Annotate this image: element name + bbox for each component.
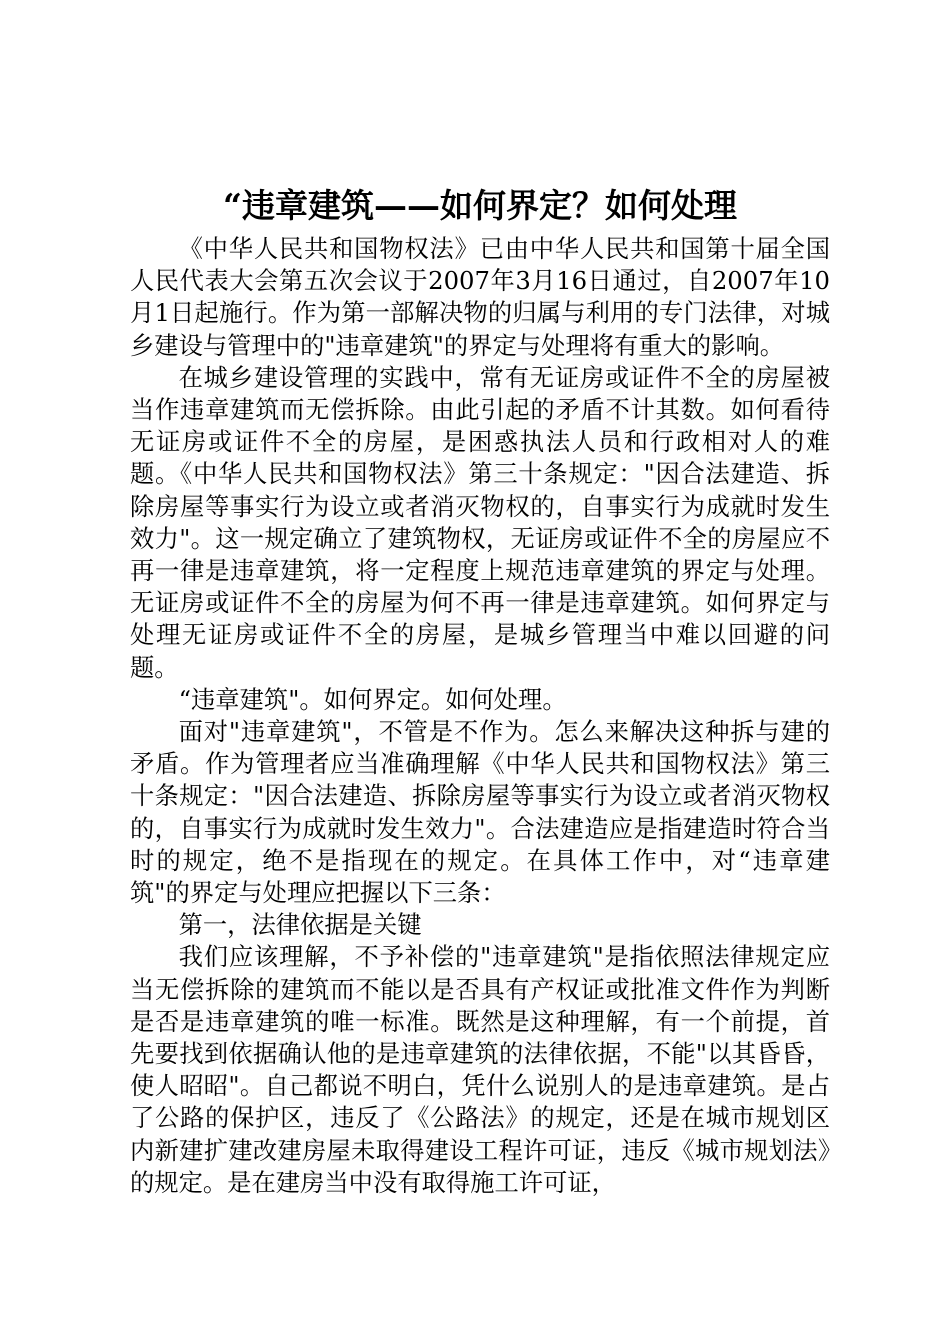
paragraph-intro: 《中华人民共和国物权法》已由中华人民共和国第十届全国人民代表大会第五次会议于2007年3月16日通过，自2007年10月1日起施行。作为第一部解决物的归属与利用的专门法律，对城乡建设与管理中的"违章建筑"的界定与处理将有重大的影响。 (130, 234, 830, 360)
document-body (130, 233, 830, 1199)
paragraph-response: 面对"违章建筑"，不管是不作为。怎么来解决这种拆与建的矛盾。作为管理者应当准确理解《中华人民共和国物权法》第三十条规定："因合法建造、拆除房屋等事实行为设立或者消灭物权的，自事实行为成就时发生效力"。合法建造应是指建造时符合当时的规定，绝不是指现在的规定。在具体工作中，对“违章建筑"的界定与处理应把握以下三条： (130, 717, 830, 908)
paragraph-questions: “违章建筑"。如何界定。如何处理。 (178, 684, 567, 714)
document-title: “违章建筑——如何界定？如何处理 (223, 186, 737, 225)
paragraph-practice: 在城乡建设管理的实践中，常有无证房或证件不全的房屋被当作违章建筑而无偿拆除。由此引起的矛盾不计其数。如何看待无证房或证件不全的房屋，是困惑执法人员和行政相对人的难题。《中华人民共和国物权法》第三十条规定："因合法建造、拆除房屋等事实行为设立或者消灭物权的，自事实行为成就时发生效力"。这一规定确立了建筑物权，无证房或证件不全的房屋应不再一律是违章建筑，将一定程度上规范违章建筑的界定与处理。无证房或证件不全的房屋为何不再一律是违章建筑。如何界定与处理无证房或证件不全的房屋，是城乡管理当中难以回避的问题。 (130, 362, 830, 682)
paragraph-legal-basis: 我们应该理解，不予补偿的"违章建筑"是指依照法律规定应当无偿拆除的建筑而不能以是否具有产权证或批准文件作为判断是否是违章建筑的唯一标准。既然是这种理解，有一个前提，首先要找到依据确认他的是违章建筑的法律依据，不能"以其昏昏，使人昭昭"。自己都说不明白，凭什么说别人的是违章建筑。是占了公路的保护区，违反了《公路法》的规定，还是在城市规划区内新建扩建改建房屋未取得建设工程许可证，违反《城市规划法》的规定。是在建房当中没有取得施工许可证， (130, 942, 830, 1197)
section-heading-first: 第一，法律依据是关键 (178, 910, 422, 940)
